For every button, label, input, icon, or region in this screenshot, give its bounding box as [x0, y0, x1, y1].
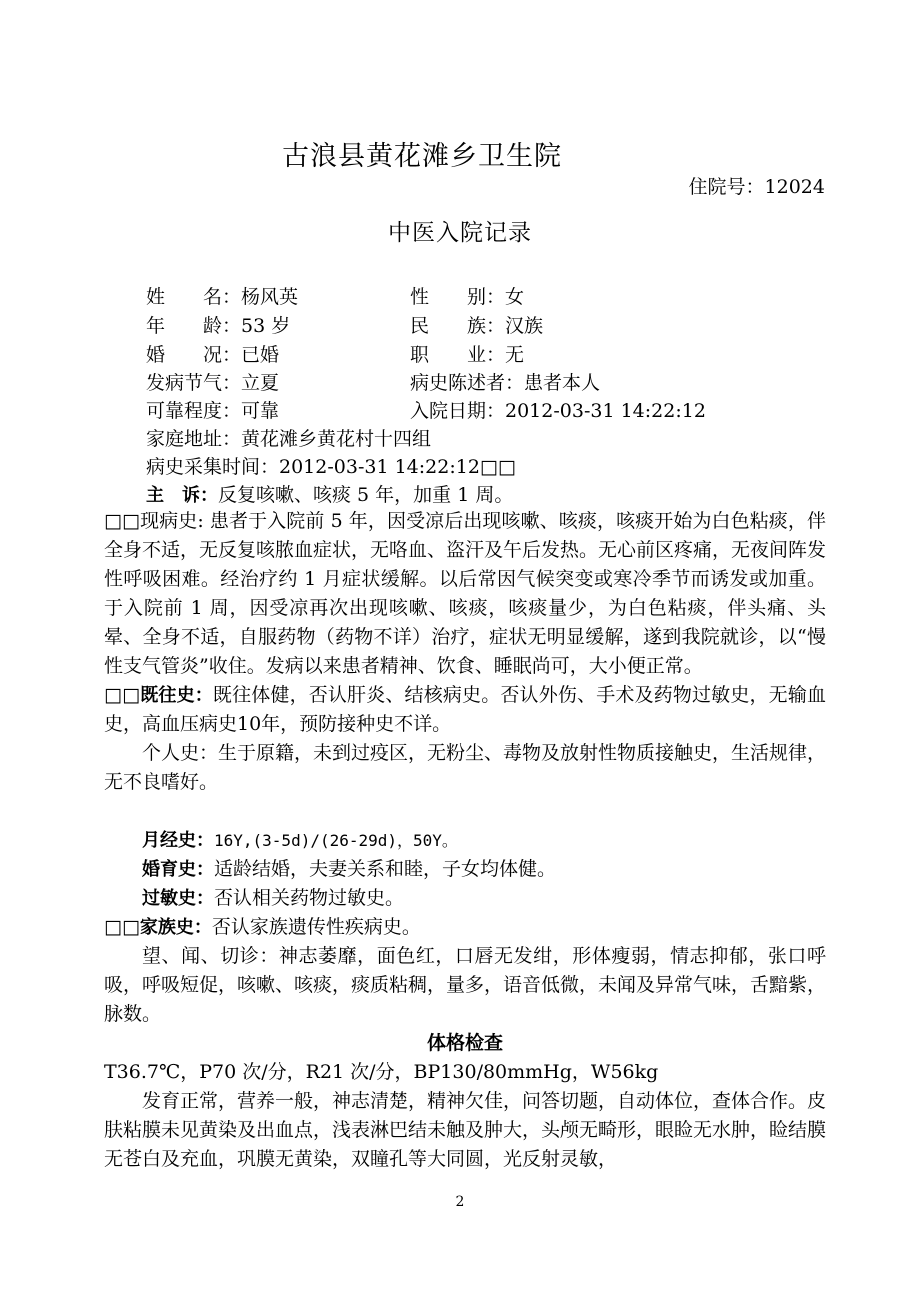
patient-marital: 婚 况：已婚	[146, 344, 280, 366]
patient-name: 姓 名：杨风英	[146, 286, 299, 308]
present-illness-label: □□现病史:	[104, 510, 204, 532]
patient-age: 年 龄：53 岁	[146, 315, 291, 337]
family-text: 否认家族遗传性疾病史。	[211, 916, 421, 938]
menstrual-history	[104, 826, 826, 855]
chief-complaint-text: 反复咳嗽、咳痰 5 年，加重 1 周。	[218, 484, 514, 506]
family-label: 家族史：	[139, 917, 212, 938]
patient-occupation: 职 业：无	[410, 344, 525, 366]
physical-examination: 发育正常，营养一般，神志清楚，精神欠佳，问答切题，自动体位，查体合作。皮肤粘膜未见黄染及出血点，浅表淋巴结未触及肿大，头颅无畸形，眼睑无水肿，睑结膜无苍白及充血，巩膜无黄染，双瞳孔等大同圆，光反射灵敏，	[104, 1090, 827, 1170]
chief-complaint	[146, 482, 513, 509]
personal-history: 个人史：生于原籍，未到过疫区，无粉尘、毒物及放射性物质接触史，生活规律，无不良嗜好。	[104, 742, 827, 793]
patient-ethnicity: 民 族：汉族	[410, 315, 544, 337]
present-illness	[104, 507, 826, 681]
allergy-history	[104, 884, 826, 913]
present-illness-text: 患者于入院前 5 年，因受凉后出现咳嗽、咳痰，咳痰开始为白色粘痰，伴全身不适，无反复咳脓血症状，无咯血、盗汗及午后发热。无心前区疼痛，无夜间阵发性呼吸困难。经治疗约 1 月症状缓解。以后常因气候突变或寒冷季节而诱发或加重。于入院前 1 周，因受凉再次出现咳嗽、咳痰，咳痰量少，为白色粘痰，伴头痛、头晕、全身不适，自服药物（药物不详）治疗，症状无明显缓解，遂到我院就诊，以“慢性支气管炎”收住。发病以来患者精神、饮食、睡眠尚可，大小便正常。	[104, 510, 827, 677]
past-history-prefix: □□	[104, 684, 141, 706]
admission-number: 住院号：12024	[688, 176, 825, 198]
collection-time: 病史采集时间：2012-03-31 14:22:12□□	[146, 456, 516, 478]
home-address: 家庭地址：黄花滩乡黄花村十四组	[146, 428, 432, 450]
marriage-text: 适龄结婚，夫妻关系和睦，子女均体健。	[214, 858, 557, 880]
page-number: 2	[455, 1194, 465, 1210]
chief-complaint-label: 主 诉：	[146, 485, 218, 506]
marriage-history	[104, 855, 826, 884]
vital-signs: T36.7℃，P70 次/分，R21 次/分，BP130/80mmHg，W56kg	[104, 1061, 659, 1083]
past-history-text: 既往体健，否认肝炎、结核病史。否认外伤、手术及药物过敏史，无输血史，高血压病史10年，预防接种史不详。	[104, 684, 827, 735]
blank-line	[104, 797, 826, 826]
admission-date: 入院日期：2012-03-31 14:22:12	[410, 400, 706, 422]
family-prefix: □□	[104, 916, 140, 938]
onset-term: 发病节气：立夏	[146, 372, 280, 394]
past-history	[104, 681, 826, 739]
marriage-label: 婚育史：	[142, 859, 214, 880]
menstrual-text: 16Y,(3-5d)/(26-29d)，50Y。	[214, 831, 458, 850]
past-history-label: 既往史：	[140, 685, 213, 706]
allergy-label: 过敏史：	[142, 888, 214, 909]
hospital-name: 古浪县黄花滩乡卫生院	[282, 141, 562, 172]
record-body	[104, 507, 826, 1174]
tcm-examination: 望、闻、切诊：神志萎靡，面色红，口唇无发绀，形体瘦弱，情志抑郁，张口呼吸，呼吸短促，咳嗽、咳痰，痰质粘稠，量多，语音低微，未闻及异常气味，舌黯紫，脉数。	[104, 945, 827, 1025]
history-narrator: 病史陈述者：患者本人	[410, 372, 601, 394]
patient-gender: 性 别：女	[410, 286, 525, 308]
record-title: 中医入院记录	[388, 220, 532, 246]
allergy-text: 否认相关药物过敏史。	[214, 887, 405, 909]
family-history	[104, 913, 826, 942]
menstrual-label: 月经史：	[142, 830, 214, 851]
reliability: 可靠程度：可靠	[146, 400, 280, 422]
physical-exam-title: 体格检查	[426, 1032, 503, 1054]
